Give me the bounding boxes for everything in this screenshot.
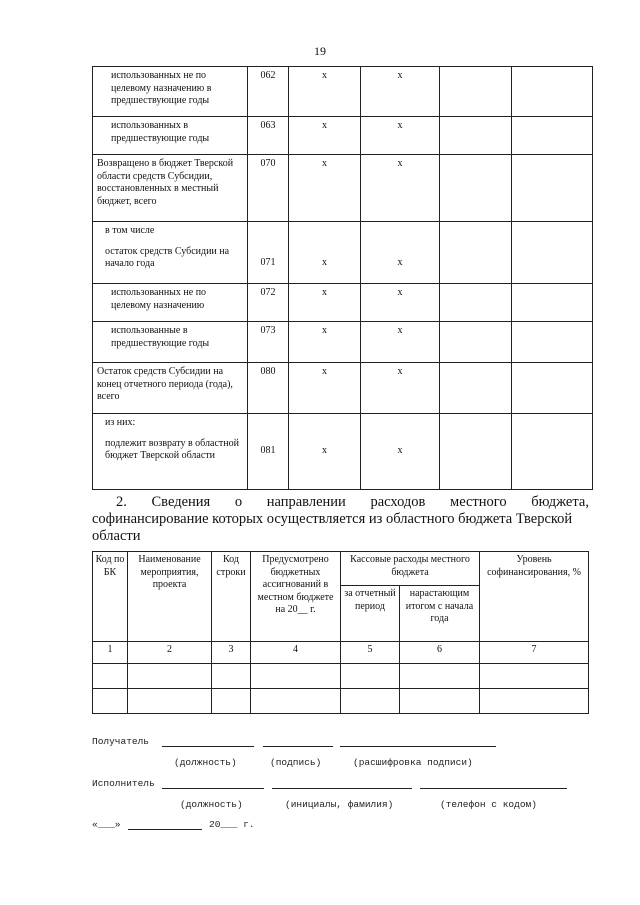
- col-number: 5: [341, 642, 400, 664]
- cell-x: x: [289, 284, 361, 322]
- row-code: 073: [248, 322, 289, 363]
- row-label: использованные в предшествующие годы: [93, 322, 248, 363]
- empty-cell: [512, 222, 593, 284]
- table-row: [93, 363, 593, 414]
- row-code: 062: [248, 67, 289, 117]
- signature-line[interactable]: [263, 746, 333, 747]
- report-table: [92, 66, 593, 490]
- cell-x: x: [361, 222, 440, 284]
- col-number: 1: [93, 642, 128, 664]
- col-header-code-bk: Код по БК: [93, 552, 128, 642]
- empty-cell: [512, 284, 593, 322]
- empty-cell: [440, 117, 512, 155]
- heading-word: бюджета,: [531, 494, 589, 510]
- position-caption: (должность): [180, 799, 243, 810]
- table-row: [93, 117, 593, 155]
- row-label-top: в том числе: [105, 225, 155, 236]
- row-label: Остаток средств Субсидии на конец отчетного периода (года), всего: [93, 363, 248, 414]
- executor-name-line[interactable]: [272, 788, 412, 789]
- row-code: 063: [248, 117, 289, 155]
- signature-caption: (подпись): [270, 757, 322, 768]
- cell-x: x: [289, 322, 361, 363]
- cell-x: x: [361, 284, 440, 322]
- col-header-cumulative: нарастающим итогом с начала года: [400, 586, 480, 642]
- phone-caption: (телефон с кодом): [440, 799, 537, 810]
- table-row: [93, 414, 593, 490]
- cell-x: x: [361, 155, 440, 222]
- table-row: [93, 322, 593, 363]
- row-code: 071: [248, 222, 289, 284]
- row-code: 081: [248, 414, 289, 490]
- row-label: Возвращено в бюджет Тверской области средств Субсидии, восстановленных в местный бюджет, всего: [93, 155, 248, 222]
- cell-x: x: [289, 155, 361, 222]
- col-number: 3: [212, 642, 251, 664]
- position-caption: (должность): [174, 757, 237, 768]
- cell-x: x: [289, 414, 361, 490]
- empty-cell: [440, 414, 512, 490]
- row-label: использованных не по целевому назначению: [93, 284, 248, 322]
- empty-cell: [440, 284, 512, 322]
- empty-cell: [440, 363, 512, 414]
- col-number: 7: [480, 642, 589, 664]
- cell-x: x: [289, 117, 361, 155]
- date-month-line[interactable]: [128, 829, 202, 830]
- decoding-caption: (расшифровка подписи): [353, 757, 473, 768]
- page-number: 19: [314, 44, 326, 58]
- heading-word: расходов: [370, 494, 426, 510]
- empty-cell: [440, 67, 512, 117]
- section-2-heading: [92, 494, 589, 545]
- empty-cell: [512, 67, 593, 117]
- date-year: 20___ г.: [209, 819, 255, 830]
- row-code: 072: [248, 284, 289, 322]
- heading-word: направлении: [266, 494, 346, 510]
- cell-x: x: [361, 322, 440, 363]
- row-label-top: из них:: [105, 417, 136, 428]
- col-number: 6: [400, 642, 480, 664]
- table-row: [93, 67, 593, 117]
- header-row: [93, 552, 589, 586]
- column-number-row: [93, 642, 589, 664]
- executor-label: Исполнитель: [92, 778, 155, 789]
- cell-x: x: [361, 67, 440, 117]
- col-number: 4: [251, 642, 341, 664]
- empty-cell: [512, 363, 593, 414]
- row-code: 070: [248, 155, 289, 222]
- row-code: 080: [248, 363, 289, 414]
- executor-position-line[interactable]: [162, 788, 264, 789]
- cell-x: x: [361, 117, 440, 155]
- cell-x: x: [361, 414, 440, 490]
- cell-x: x: [289, 222, 361, 284]
- table-row: [93, 222, 593, 284]
- expenditure-table: [92, 551, 589, 714]
- empty-cell: [512, 155, 593, 222]
- table-row: [93, 155, 593, 222]
- col-header-row-code: Код строки: [212, 552, 251, 642]
- col-number: 2: [128, 642, 212, 664]
- heading-word: местного: [450, 494, 507, 510]
- recipient-label: Получатель: [92, 736, 150, 747]
- position-line[interactable]: [162, 746, 254, 747]
- col-header-cofinancing: Уровень софинансирования, %: [480, 552, 589, 642]
- table-row: [93, 664, 589, 689]
- heading-line: области: [92, 528, 141, 544]
- heading-word: Сведения: [151, 494, 211, 510]
- col-header-name: Наименование мероприятия, проекта: [128, 552, 212, 642]
- col-header-cash-expenses: Кассовые расходы местного бюджета: [341, 552, 480, 586]
- col-header-planned: Предусмотрено бюджетных ассигнований в местном бюджете на 20__ г.: [251, 552, 341, 642]
- cell-x: x: [289, 67, 361, 117]
- empty-cell: [440, 155, 512, 222]
- cell-x: x: [289, 363, 361, 414]
- empty-cell: [512, 322, 593, 363]
- empty-cell: [512, 414, 593, 490]
- empty-cell: [512, 117, 593, 155]
- section-number: 2.: [116, 494, 127, 510]
- row-label: остаток средств Субсидии на начало года: [105, 245, 230, 269]
- row-label: использованных в предшествующие годы: [93, 117, 248, 155]
- heading-line: софинансирование которых осуществляется из областного бюджета Тверской: [92, 511, 573, 527]
- empty-cell: [440, 222, 512, 284]
- heading-word: о: [234, 494, 243, 510]
- cell-x: x: [361, 363, 440, 414]
- row-label: подлежит возврату в областной бюджет Тверской области: [105, 437, 239, 461]
- table-row: [93, 284, 593, 322]
- row-label: использованных не по целевому назначению в предшествующие годы: [93, 67, 248, 117]
- col-header-period: за отчетный период: [341, 586, 400, 642]
- executor-phone-line[interactable]: [420, 788, 567, 789]
- initials-caption: (инициалы, фамилия): [285, 799, 394, 810]
- empty-cell: [440, 322, 512, 363]
- date-day: «___»: [92, 819, 121, 830]
- decoding-line[interactable]: [340, 746, 496, 747]
- table-row: [93, 689, 589, 714]
